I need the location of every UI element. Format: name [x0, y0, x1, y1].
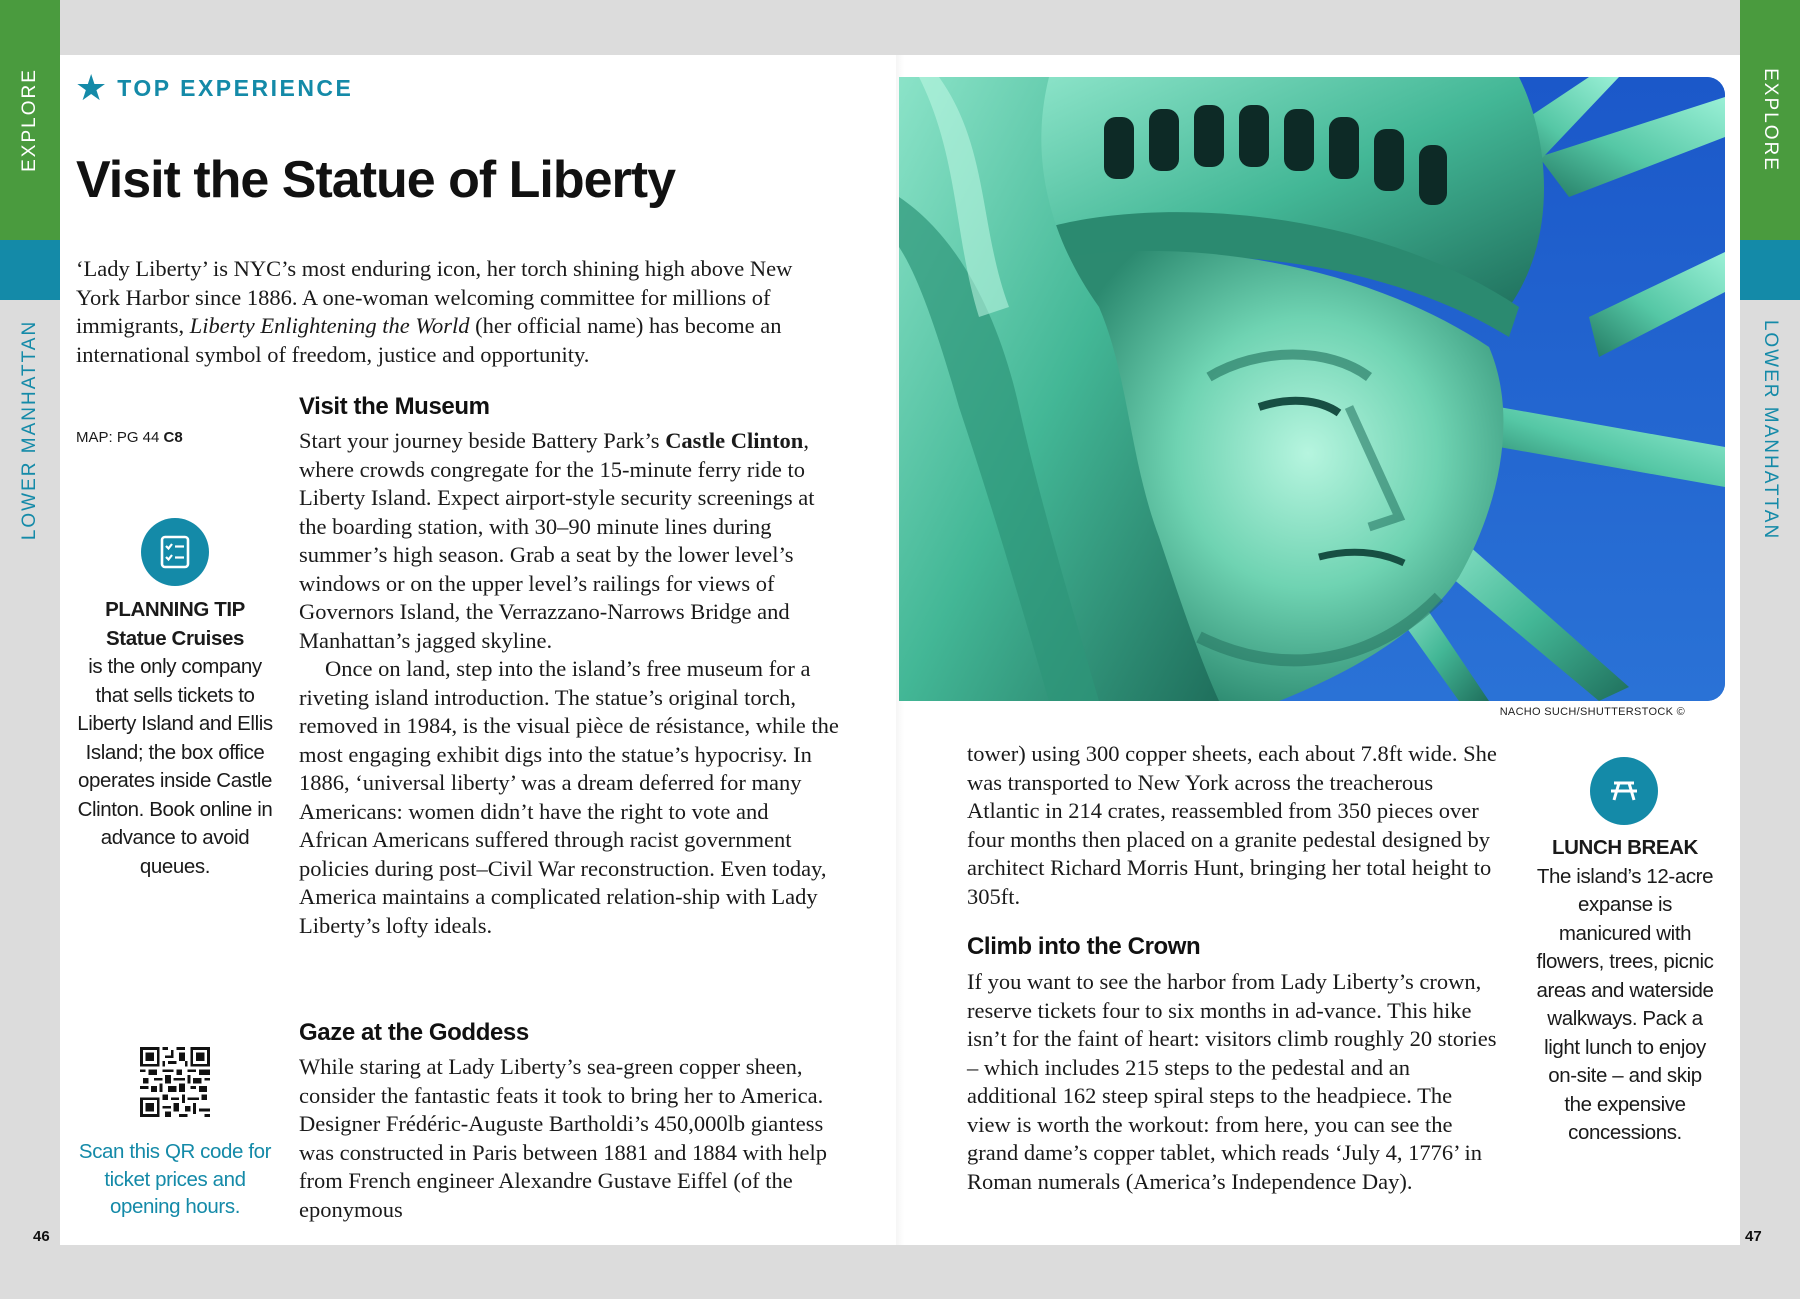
- planning-tip-text: is the only company that sells tickets to Liberty Island and Ellis Island; the box office operates inside Castle Clinton. Book online in advance to avoid queues.: [77, 655, 273, 878]
- page-number-left: 46: [33, 1228, 50, 1245]
- side-tab-explore-right: EXPLORE: [1740, 0, 1800, 240]
- museum-text: [299, 427, 839, 940]
- side-tab-lower-manhattan-left: LOWER MANHATTAN: [19, 319, 41, 541]
- qr-code[interactable]: [140, 1047, 210, 1117]
- lunch-break: [1535, 834, 1715, 1148]
- museum-heading: Visit the Museum: [299, 393, 490, 420]
- map-reference: MAP: PG 44 C8: [76, 429, 183, 446]
- goddess-heading: Gaze at the Goddess: [299, 1019, 529, 1046]
- side-tab-marker-left: [0, 240, 60, 300]
- goddess-continued-text: [967, 740, 1497, 911]
- official-name: Liberty Enlightening the World: [189, 313, 470, 338]
- goddess-paragraph-1-continued: tower) using 300 copper sheets, each about 7.8ft wide. She was transported to New York across the treacherous Atlantic in 214 crates, reassembled from 350 pieces over four months then placed on a granite pedestal designed by architect Richard Morris Hunt, bringing her total height to 305ft.: [967, 741, 1497, 909]
- page-title: Visit the Statue of Liberty: [76, 151, 676, 209]
- planning-tip-lead: Statue Cruises: [106, 626, 244, 650]
- castle-clinton: Castle Clinton: [665, 428, 804, 453]
- picnic-table-icon: [1590, 757, 1658, 825]
- page-number-right: 47: [1745, 1228, 1762, 1245]
- statue-of-liberty-photo: [899, 77, 1725, 701]
- planning-tip-heading: PLANNING TIP: [105, 598, 245, 621]
- section-label-text: TOP EXPERIENCE: [117, 74, 354, 101]
- goddess-text: [299, 1053, 839, 1224]
- side-tab-lower-manhattan-right: LOWER MANHATTAN: [1760, 319, 1782, 541]
- lunch-break-heading: LUNCH BREAK: [1552, 836, 1698, 859]
- side-tab-marker-right: [1740, 240, 1800, 300]
- crown-paragraph-1: If you want to see the harbor from Lady Liberty’s crown, reserve tickets four to six months in ad-vance. This hike isn’t for the faint of heart: visitors climb roughly 20 stories – which includes 215 steps to the pedestal and an additional 162 steep spiral steps to the headpiece. The view is worth the workout: from here, you can see the grand dame’s copper tablet, which reads ‘July 4, 1776’ in Roman numerals (America’s Independence Day).: [967, 969, 1497, 1194]
- intro-paragraph: ‘Lady Liberty’ is NYC’s most enduring icon, her torch shining high above New York Harbor since 1886. A one-woman welcoming committee for millions of immigrants, Liberty Enlightening the World (her official name) has become an international symbol of freedom, justice and opportunity.: [76, 256, 793, 367]
- section-label: [75, 67, 354, 108]
- museum-paragraph-1: Start your journey beside Battery Park’s Castle Clinton, where crowds congregate for the 15-minute ferry ride to Liberty Island. Expect airport-style security screenings at the boarding station, with 30–90 minute lines during summer’s high season. Grab a seat by the lower level’s windows or on the upper level’s railings for views of Governors Island, the Verrazzano-Narrows Bridge and Manhattan’s jagged skyline.: [299, 428, 815, 653]
- goddess-paragraph-1: While staring at Lady Liberty’s sea-green copper sheen, consider the fantastic feats it took to bring her to America. Designer Frédéric-Auguste Bartholdi’s 450,000lb giantess was constructed in Paris between 1881 and 1884 with help from French engineer Alexandre Gustave Eiffel (of the eponymous: [299, 1054, 828, 1222]
- star-icon: ★: [75, 67, 108, 108]
- museum-paragraph-2: Once on land, step into the island’s free museum for a riveting island introduction. The statue’s original torch, removed in 1984, is the visual pièce de résistance, while the most engaging exhibit digs into the statue’s hypocrisy. In 1886, ‘universal liberty’ was a dream deferred for many Americans: women didn’t have the right to vote and African Americans suffered through racist government policies during post–Civil War reconstruction. Even today, America maintains a complicated relation-ship with Lady Liberty’s lofty ideals.: [299, 656, 839, 938]
- lunch-break-text: The island’s 12-acre expanse is manicured with flowers, trees, picnic areas and waterside walkways. Pack a light lunch to enjoy on-site – and skip the expensive concessions.: [1536, 864, 1714, 1144]
- qr-caption: Scan this QR code for ticket prices and opening hours.: [78, 1140, 272, 1218]
- crown-text: [967, 968, 1497, 1196]
- planning-tip: [75, 596, 275, 881]
- checklist-icon: [141, 518, 209, 586]
- crown-heading: Climb into the Crown: [967, 933, 1201, 960]
- side-tab-explore-left: EXPLORE: [0, 0, 60, 240]
- photo-credit: NACHO SUCH/SHUTTERSTOCK ©: [1499, 706, 1685, 718]
